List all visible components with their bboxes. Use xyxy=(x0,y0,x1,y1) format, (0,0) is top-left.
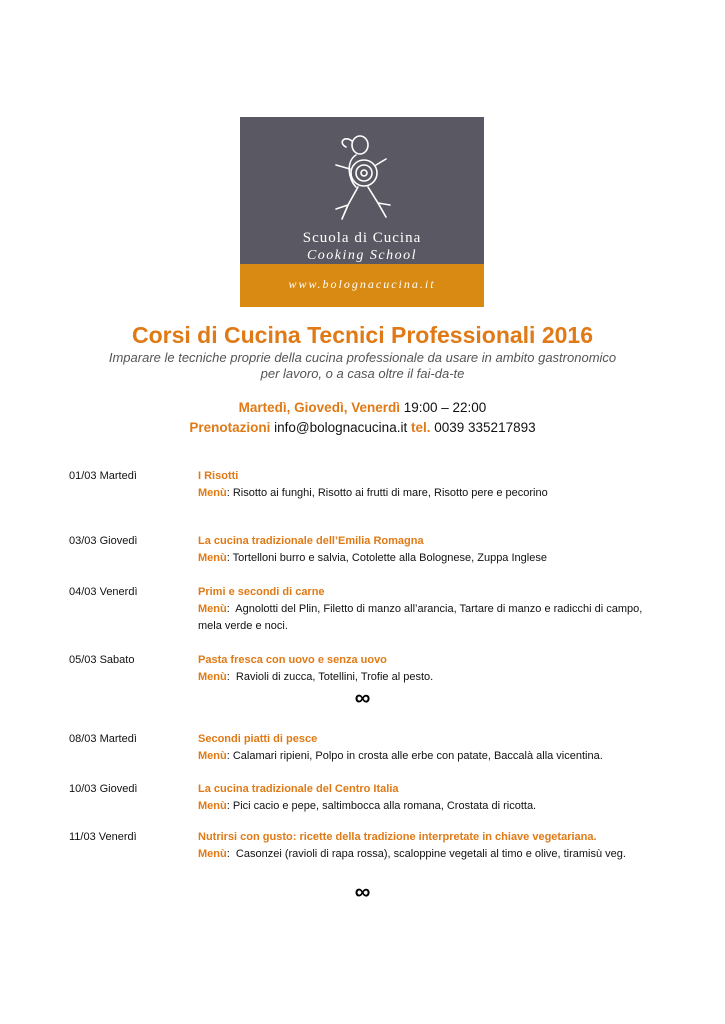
course-menu-text: Casonzei (ravioli di rapa rossa), scaloppine vegetali al timo e olive, tiramisù veg. xyxy=(235,848,626,860)
course-menu: Menù: Risotto ai funghi, Risotto ai frutti di mare, Risotto pere e pecorino xyxy=(198,487,548,499)
page-title: Corsi di Cucina Tecnici Professionali 2016 xyxy=(131,322,593,348)
course-date: 08/03 Martedì xyxy=(69,733,137,745)
booking-email[interactable]: info@bolognacucina.it xyxy=(274,420,408,435)
course-title: I Risotti xyxy=(198,470,239,482)
schedule-hours: 19:00 – 22:00 xyxy=(403,400,487,415)
menu-label: Menù xyxy=(198,487,227,499)
infinity-separator: ∞ xyxy=(354,879,371,904)
course-menu-text: Tortelloni burro e salvia, Cotolette alla Bolognese, Zuppa Inglese xyxy=(232,552,547,564)
course-date: 03/03 Giovedì xyxy=(69,535,138,547)
page-subtitle xyxy=(90,350,635,382)
course-menu: Menù: Ravioli di zucca, Totellini, Trofie al pesto. xyxy=(198,671,434,683)
course-title: La cucina tradizionale dell’Emilia Romagna xyxy=(198,535,424,547)
course-menu: Menù: Casonzei (ravioli di rapa rossa), scaloppine vegetali al timo e olive, tiramisù veg. xyxy=(198,848,626,860)
course-menu-text: Ravioli di zucca, Totellini, Trofie al pesto. xyxy=(235,671,434,683)
course-title: Primi e secondi di carne xyxy=(198,586,325,598)
subtitle-line-1: Imparare le tecniche proprie della cucina professionale da usare in ambito gastronomico xyxy=(108,350,617,365)
infinity-separator: ∞ xyxy=(354,685,371,710)
course-menu: Menù: Calamari ripieni, Polpo in crosta alle erbe con patate, Baccalà alla vicentina. xyxy=(198,750,603,762)
course-menu: Menù: Tortelloni burro e salvia, Cotolette alla Bolognese, Zuppa Inglese xyxy=(198,552,547,564)
course-title: Secondi piatti di pesce xyxy=(198,733,318,745)
course-menu: Menù: Pici cacio e pepe, saltimbocca alla romana, Crostata di ricotta. xyxy=(198,800,537,812)
menu-label: Menù xyxy=(198,848,227,860)
booking-tel[interactable]: 0039 335217893 xyxy=(434,420,536,435)
logo-subtitle: Cooking School xyxy=(306,248,418,263)
menu-label: Menù xyxy=(198,603,227,615)
course-date: 05/03 Sabato xyxy=(69,654,135,666)
school-logo xyxy=(240,117,484,307)
booking-line xyxy=(0,420,725,435)
booking-label: Prenotazioni xyxy=(189,420,271,435)
course-menu-text: Agnolotti del Plin, Filetto di manzo all’arancia, Tartare di manzo e radicchi di campo, mela verde e noci. xyxy=(198,603,643,632)
course-date: 01/03 Martedì xyxy=(69,470,137,482)
course-menu-text: Pici cacio e pepe, saltimbocca alla romana, Crostata di ricotta. xyxy=(232,800,537,812)
schedule-line xyxy=(0,400,725,415)
menu-label: Menù xyxy=(198,800,227,812)
menu-label: Menù xyxy=(198,552,227,564)
schedule-days: Martedì, Giovedì, Venerdì xyxy=(238,400,400,415)
course-title: La cucina tradizionale del Centro Italia xyxy=(198,783,399,795)
course-menu-text: Risotto ai funghi, Risotto ai frutti di mare, Risotto pere e pecorino xyxy=(232,487,548,499)
logo-url-band xyxy=(240,264,484,307)
course-menu: Menù: Agnolotti del Plin, Filetto di manzo all’arancia, Tartare di manzo e radicchi di campo, mela verde e noci. xyxy=(198,603,643,632)
course-date: 04/03 Venerdì xyxy=(69,586,138,598)
course-menu-text: Calamari ripieni, Polpo in crosta alle erbe con patate, Baccalà alla vicentina. xyxy=(232,750,603,762)
logo-url: www.bolognacucina.it xyxy=(288,277,436,291)
course-title: Pasta fresca con uovo e senza uovo xyxy=(198,654,387,666)
course-title: Nutrirsi con gusto: ricette della tradizione interpretate in chiave vegetariana. xyxy=(198,831,597,843)
booking-tel-label: tel. xyxy=(410,420,431,435)
course-date: 11/03 Venerdì xyxy=(69,831,137,843)
menu-label: Menù xyxy=(198,671,227,683)
chef-figure-icon xyxy=(326,131,398,231)
subtitle-line-2: per lavoro, o a casa oltre il fai-da-te xyxy=(260,366,465,381)
logo-school-name: Scuola di Cucina xyxy=(302,230,422,246)
menu-label: Menù xyxy=(198,750,227,762)
course-date: 10/03 Giovedì xyxy=(69,783,138,795)
